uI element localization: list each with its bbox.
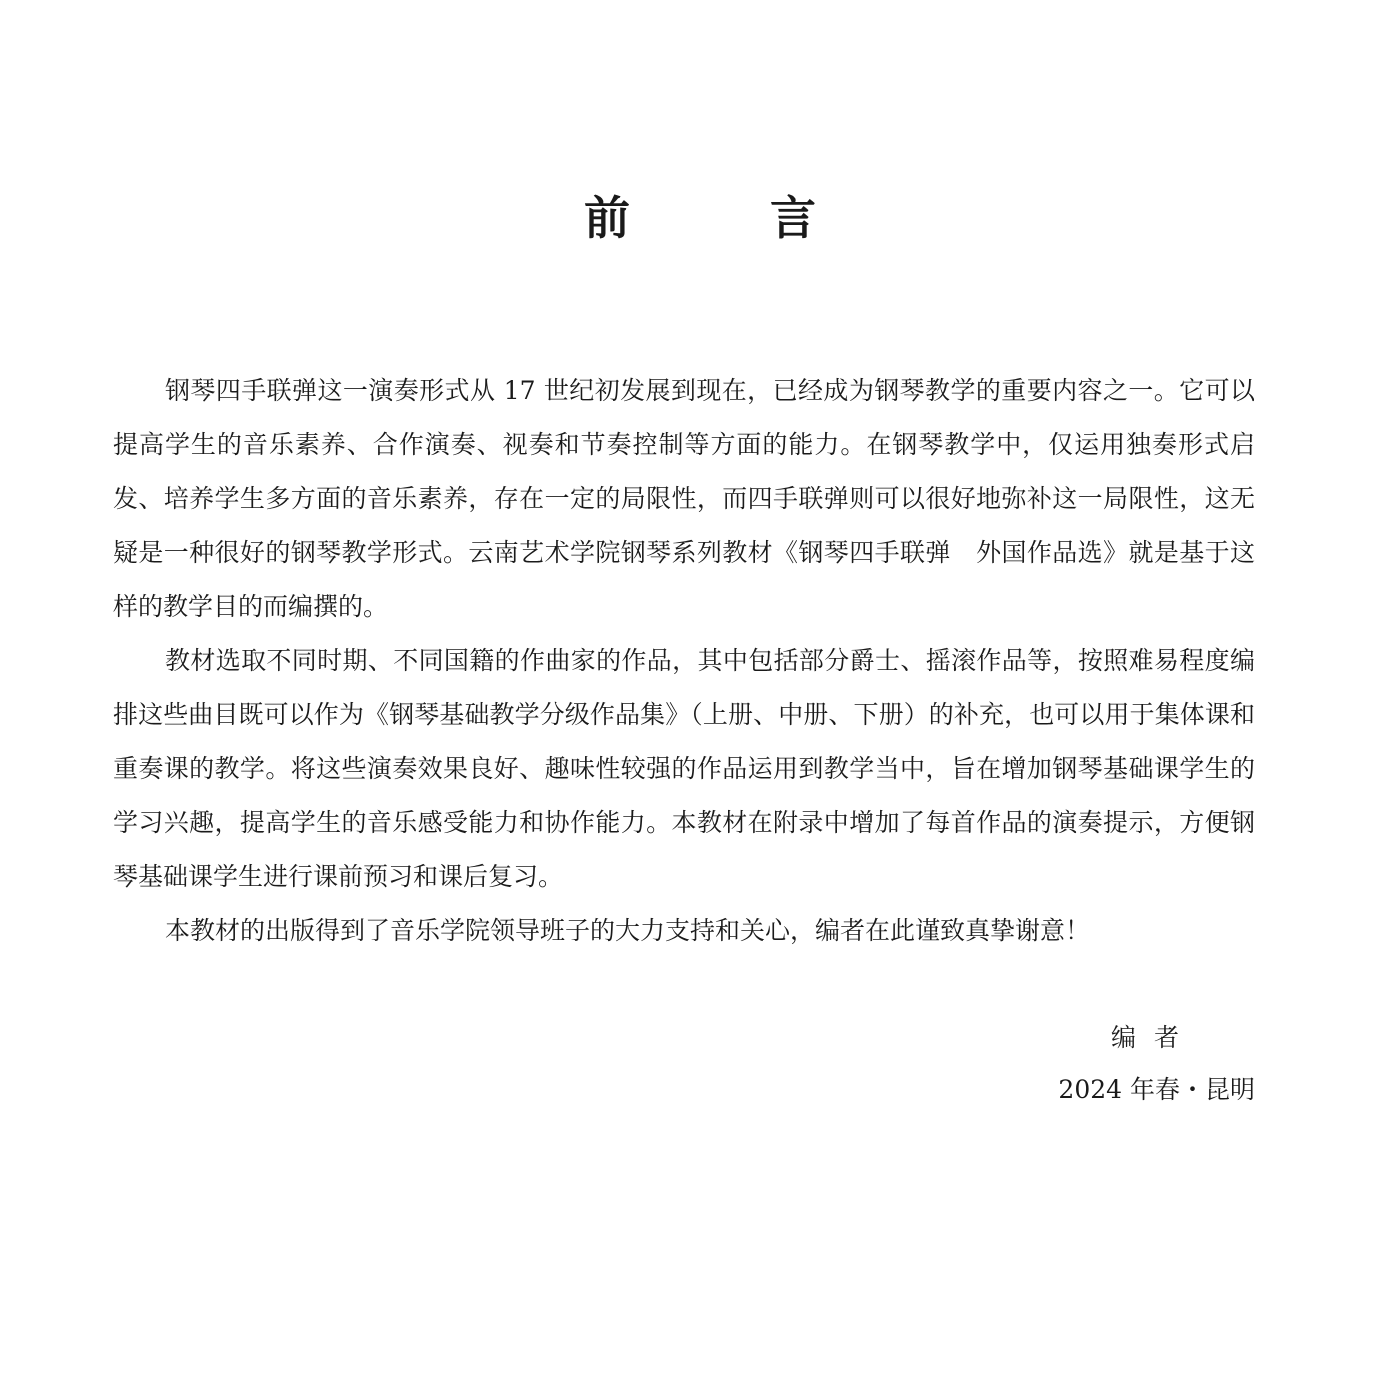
page-title <box>0 190 1400 246</box>
preface-body <box>113 364 1255 958</box>
paragraph-1: 钢琴四手联弹这一演奏形式从 17 世纪初发展到现在，已经成为钢琴教学的重要内容之一。它可以提高学生的音乐素养、合作演奏、视奏和节奏控制等方面的能力。在钢琴教学中，仅运用独奏形式启发、培养学生多方面的音乐素养，存在一定的局限性，而四手联弹则可以很好地弥补这一局限性，这无疑是一种很好的钢琴教学形式。云南艺术学院钢琴系列教材《钢琴四手联弹 外国作品选》就是基于这样的教学目的而编撰的。 <box>113 376 1255 621</box>
paragraph-2: 教材选取不同时期、不同国籍的作曲家的作品，其中包括部分爵士、摇滚作品等，按照难易程度编排这些曲目既可以作为《钢琴基础教学分级作品集》（上册、中册、下册）的补充，也可以用于集体课和重奏课的教学。将这些演奏效果良好、趣味性较强的作品运用到教学当中，旨在增加钢琴基础课学生的学习兴趣，提高学生的音乐感受能力和协作能力。本教材在附录中增加了每首作品的演奏提示，方便钢琴基础课学生进行课前预习和课后复习。 <box>113 646 1255 891</box>
signature-block <box>900 1012 1255 1116</box>
paragraph-3: 本教材的出版得到了音乐学院领导班子的大力支持和关心，编者在此谨致真挚谢意！ <box>165 916 1091 945</box>
signature-author: 编者 <box>1110 1023 1197 1052</box>
title-char-2: 言 <box>770 191 816 245</box>
signature-date-place: 2024 年春・昆明 <box>1058 1075 1255 1104</box>
title-char-1: 前 <box>584 191 630 245</box>
